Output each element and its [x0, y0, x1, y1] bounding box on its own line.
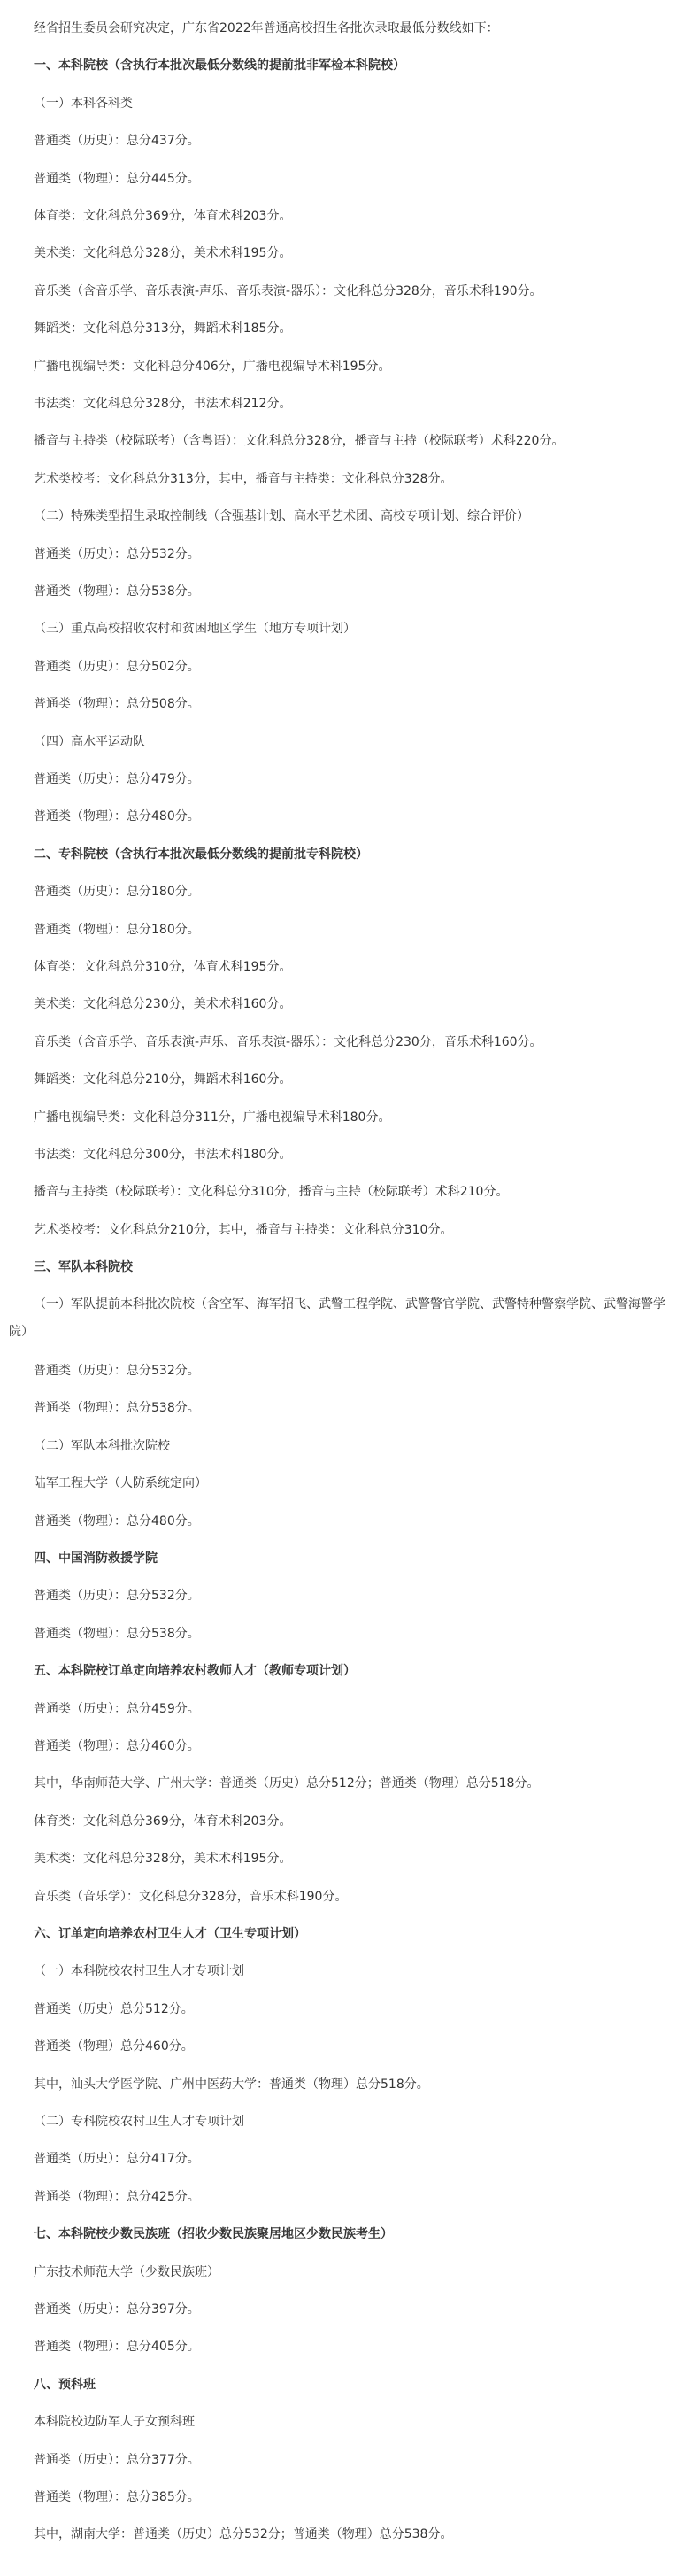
text-line: 广播电视编导类：文化科总分406分，广播电视编导术科195分。	[34, 359, 391, 374]
text-line: 舞蹈类：文化科总分313分，舞蹈术科185分。	[34, 321, 292, 337]
text-line: （一）本科各科类	[34, 96, 133, 111]
text-line: 普通类（物理）：总分480分。	[34, 1513, 200, 1528]
text-line: 普通类（物理）：总分538分。	[34, 1401, 200, 1416]
text-line: 普通类（历史）：总分180分。	[34, 885, 200, 900]
section-heading: 三、军队本科院校	[34, 1260, 133, 1275]
text-line: 体育类：文化科总分369分，体育术科203分。	[34, 1814, 292, 1829]
text-line: 艺术类校考：文化科总分210分，其中，播音与主持类：文化科总分310分。	[34, 1222, 453, 1237]
text-line: 普通类（物理）：总分538分。	[34, 584, 200, 599]
section-heading: 七、本科院校少数民族班（招收少数民族聚居地区少数民族考生）	[34, 2227, 393, 2242]
text-line: 音乐类（含音乐学、音乐表演-声乐、音乐表演-器乐）：文化科总分328分，音乐术科190分。	[34, 283, 542, 298]
text-line: 广播电视编导类：文化科总分311分，广播电视编导术科180分。	[34, 1110, 391, 1125]
text-line: 普通类（历史）：总分377分。	[34, 2452, 200, 2467]
text-line: （二）军队本科批次院校	[34, 1438, 170, 1453]
text-line: 广东技术师范大学（少数民族班）	[34, 2264, 219, 2279]
text-line: 播音与主持类（校际联考）（含粤语）：文化科总分328分，播音与主持（校际联考）术科220分。	[34, 434, 565, 449]
text-line: 普通类（历史）：总分397分。	[34, 2302, 200, 2317]
text-line: 本科院校边防军人子女预科班	[34, 2415, 195, 2430]
text-line: 普通类（物理）：总分460分。	[34, 1739, 200, 1753]
text-line: （二）特殊类型招生录取控制线（含强基计划、高水平艺术团、高校专项计划、综合评价）	[34, 509, 529, 524]
section-heading: 二、专科院校（含执行本批次最低分数线的提前批专科院校）	[34, 847, 368, 862]
text-line: 普通类（历史）：总分479分。	[34, 772, 200, 786]
section-heading: 一、本科院校（含执行本批次最低分数线的提前批非军检本科院校）	[34, 58, 405, 73]
text-line: （二）专科院校农村卫生人才专项计划	[34, 2115, 244, 2129]
text-line: （四）高水平运动队	[34, 734, 145, 749]
section-heading: 四、中国消防救援学院	[34, 1551, 158, 1566]
text-line: 普通类（历史）：总分437分。	[34, 134, 200, 149]
text-line: 普通类（物理）总分460分。	[34, 2039, 194, 2054]
text-line: 艺术类校考：文化科总分313分，其中，播音与主持类：文化科总分328分。	[34, 471, 453, 486]
text-line: 经省招生委员会研究决定，广东省2022年普通高校招生各批次录取最低分数线如下：	[34, 21, 499, 35]
text-line: 普通类（历史）：总分459分。	[34, 1701, 200, 1716]
text-line: 其中，汕头大学医学院、广州中医药大学：普通类（物理）总分518分。	[34, 2077, 429, 2092]
text-line: 普通类（历史）：总分532分。	[34, 1589, 200, 1604]
text-line: 舞蹈类：文化科总分210分，舞蹈术科160分。	[34, 1072, 292, 1087]
text-line: 美术类：文化科总分328分，美术术科195分。	[34, 246, 292, 261]
text-line: 普通类（物理）：总分508分。	[34, 697, 200, 712]
text-line: 美术类：文化科总分328分，美术术科195分。	[34, 1852, 292, 1867]
text-line: 普通类（历史）：总分532分。	[34, 1364, 200, 1378]
text-line: 音乐类（含音乐学、音乐表演-声乐、音乐表演-器乐）：文化科总分230分，音乐术科160分。	[34, 1034, 542, 1049]
text-line: 其中，湖南大学：普通类（历史）总分532分；普通类（物理）总分538分。	[34, 2527, 453, 2542]
text-line: 普通类（物理）：总分445分。	[34, 171, 200, 186]
text-line: 书法类：文化科总分328分，书法术科212分。	[34, 397, 292, 411]
text-line: 其中，华南师范大学、广州大学：普通类（历史）总分512分；普通类（物理）总分518分。	[34, 1776, 540, 1791]
text-line: 普通类（物理）：总分180分。	[34, 922, 200, 937]
text-line: 普通类（物理）：总分385分。	[34, 2490, 200, 2504]
text-line: 普通类（历史）：总分417分。	[34, 2152, 200, 2167]
text-line: 美术类：文化科总分230分，美术术科160分。	[34, 997, 292, 1012]
text-line: 播音与主持类（校际联考）：文化科总分310分，播音与主持（校际联考）术科210分。	[34, 1185, 509, 1200]
text-line: （三）重点高校招收农村和贫困地区学生（地方专项计划）	[34, 622, 356, 637]
text-line: 音乐类（音乐学）：文化科总分328分，音乐术科190分。	[34, 1889, 348, 1904]
section-heading: 八、预科班	[34, 2377, 96, 2392]
section-heading: 五、本科院校订单定向培养农村教师人才（教师专项计划）	[34, 1664, 356, 1679]
text-line: 普通类（物理）：总分425分。	[34, 2189, 200, 2204]
text-line: 普通类（历史）：总分502分。	[34, 659, 200, 674]
text-line: 体育类：文化科总分310分，体育术科195分。	[34, 960, 292, 974]
text-line: 书法类：文化科总分300分，书法术科180分。	[34, 1148, 292, 1162]
section-heading: 六、订单定向培养农村卫生人才（卫生专项计划）	[34, 1927, 306, 1941]
text-line: 普通类（历史）：总分532分。	[34, 546, 200, 561]
text-line: （一）军队提前本科批次院校（含空军、海军招飞、武警工程学院、武警警官学院、武警特种警察学院、武警海警学院）	[9, 1296, 665, 1339]
text-line: 体育类：文化科总分369分，体育术科203分。	[34, 209, 292, 223]
text-line: 普通类（物理）：总分405分。	[34, 2340, 200, 2355]
text-line: 普通类（物理）：总分538分。	[34, 1626, 200, 1641]
text-line: （一）本科院校农村卫生人才专项计划	[34, 1964, 244, 1979]
text-line: 陆军工程大学（人防系统定向）	[34, 1476, 207, 1491]
text-line: 普通类（历史）总分512分。	[34, 2001, 194, 2016]
text-line: 普通类（物理）：总分480分。	[34, 809, 200, 824]
